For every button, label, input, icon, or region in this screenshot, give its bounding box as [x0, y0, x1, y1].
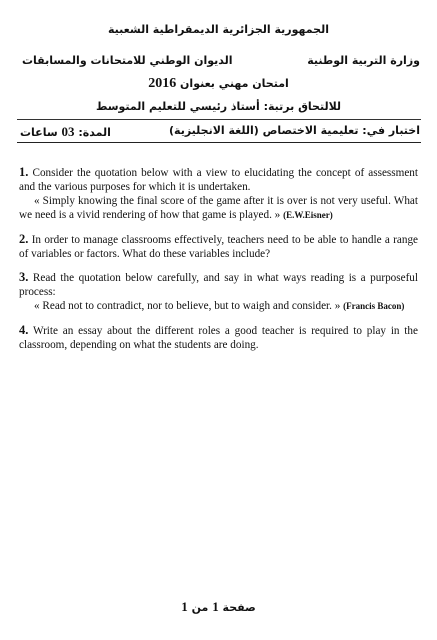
question-4 — [19, 323, 418, 352]
exam-subject: اختبار في: تعليمية الاختصاص (اللغة الانجليزية) — [169, 124, 420, 137]
page-word: صفحة — [222, 601, 256, 614]
quote-text: « Simply knowing the final score of the game after it is over is not very useful. What we need is a vivid rendering of how that game is played. » — [19, 195, 418, 221]
question-number: 3. — [19, 270, 29, 284]
exam-duration — [20, 124, 111, 140]
question-2 — [19, 232, 418, 261]
republic-heading: الجمهورية الجزائرية الديمقراطية الشعبية — [108, 23, 329, 36]
duration-unit: ساعات — [20, 126, 58, 139]
page-of: من — [191, 601, 209, 614]
page-current: 1 — [212, 599, 219, 614]
question-text: Consider the quotation below with a view to elucidating the concept of assessment and the various purposes for which it is undertaken. — [19, 167, 419, 193]
duration-label: المدة: — [78, 126, 111, 139]
question-text: In order to manage classrooms effectively, teachers need to be able to handle a range of variables or factors. What do these variables include? — [19, 234, 419, 260]
top-divider — [17, 119, 421, 120]
exam-title-prefix: امتحان مهني بعنوان — [180, 77, 289, 90]
quote-author: (Francis Bacon) — [343, 301, 405, 311]
question-3 — [19, 270, 418, 313]
question-text: Write an essay about the different roles a good teacher is required to play in the classroom, depending on what the students are doing. — [19, 325, 418, 351]
question-quote — [19, 299, 418, 313]
subject-row — [20, 124, 420, 140]
question-quote — [19, 194, 418, 222]
institution-row — [22, 54, 420, 70]
page-footer — [0, 599, 437, 615]
quote-author: (E.W.Eisner) — [283, 210, 333, 220]
question-text: Read the quotation below carefully, and say in what ways reading is a purposeful process: — [19, 272, 418, 298]
question-1 — [19, 165, 418, 222]
grade-title: للالتحاق برتبة: أستاذ رئيسي للتعليم المتوسط — [95, 100, 342, 113]
question-number: 2. — [19, 232, 29, 246]
exam-year: 2016 — [148, 76, 177, 91]
ministry-name: وزارة التربية الوطنية — [307, 54, 420, 67]
quote-text: « Read not to contradict, nor to believe, but to waigh and consider. » — [34, 300, 341, 312]
page-total: 1 — [181, 599, 188, 614]
duration-value: 03 — [61, 124, 75, 139]
question-number: 1. — [19, 165, 29, 179]
bottom-divider — [17, 142, 421, 143]
exam-title — [0, 76, 437, 92]
question-number: 4. — [19, 323, 29, 337]
exam-office-name: الديوان الوطني للامتحانات والمسابقات — [22, 54, 233, 67]
